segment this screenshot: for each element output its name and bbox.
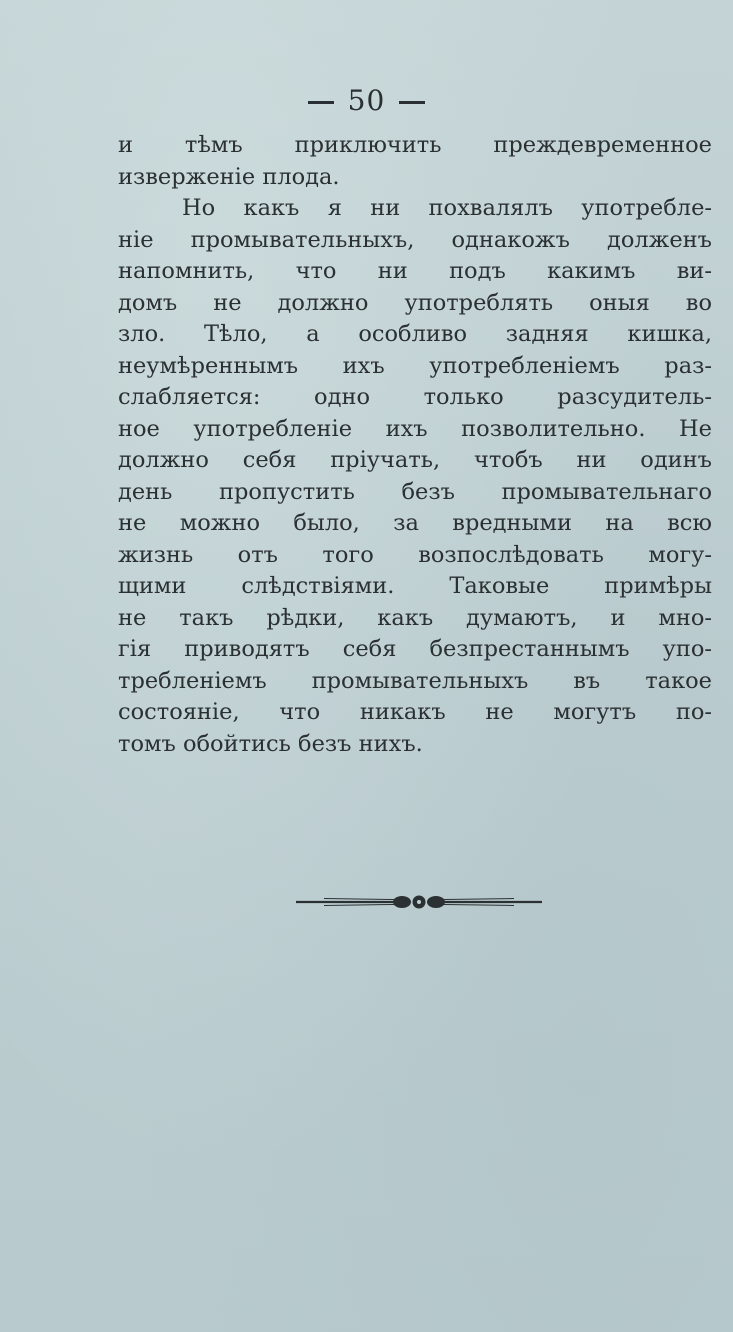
text-line: неумѣреннымъ ихъ употребленіемъ раз- (118, 352, 712, 379)
text-line: не можно было, за вредными на всю (118, 510, 712, 536)
page-number: 50 (347, 84, 386, 117)
text-line: требленіемъ промывательныхъ въ такое (118, 667, 712, 694)
text-line: томъ обойтись безъ нихъ. (118, 730, 423, 757)
text-line: день пропустить безъ промывательнаго (118, 478, 712, 505)
ornament-divider-icon (294, 892, 544, 912)
page-header (0, 84, 733, 117)
text-line: домъ не должно употреблять оныя во (118, 289, 712, 316)
header-dash-right (399, 101, 425, 104)
text-line: изверженіе плода. (118, 163, 340, 190)
text-line: щими слѣдствіями. Таковые примѣры (118, 573, 712, 599)
text-line: состояніе, что никакъ не могутъ по- (118, 699, 712, 725)
text-line: Но какъ я ни похвалялъ употребле- (182, 195, 712, 221)
text-line: ніе промывательныхъ, однакожъ долженъ (118, 226, 712, 253)
text-line: должно себя пріучать, чтобъ ни одинъ (118, 447, 712, 473)
text-line: гія приводятъ себя безпрестаннымъ упо- (118, 636, 712, 662)
header-dash-left (308, 101, 334, 104)
text-line: не такъ рѣдки, какъ думаютъ, и мно- (118, 604, 712, 631)
body-text (118, 130, 712, 760)
text-line: зло. Тѣло, а особливо задняя кишка, (118, 321, 712, 347)
text-line: и тѣмъ приключить преждевременное (118, 132, 712, 158)
text-line: жизнь отъ того возпослѣдовать могу- (118, 541, 712, 568)
text-line: напомнить, что ни подъ какимъ ви- (118, 258, 712, 284)
text-line: ное употребленіе ихъ позволительно. Не (118, 415, 712, 442)
text-line: слабляется: одно только разсудитель- (118, 384, 712, 410)
